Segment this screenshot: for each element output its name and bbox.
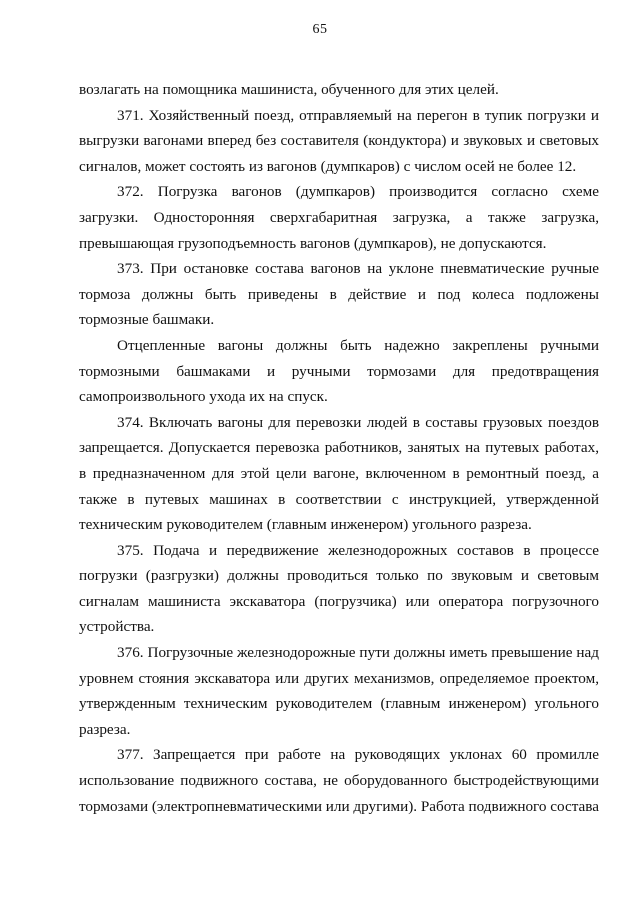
paragraph-375: 375. Подача и передвижение железнодорожных составов в процессе погрузки (разгрузки) должны проводиться только по звуковым и световым сигналам машиниста экскаватора (погрузчика) или оператора погрузочного устройства. xyxy=(79,541,599,636)
paragraph-372: 372. Погрузка вагонов (думпкаров) производится согласно схеме загрузки. Односторонняя сверхгабаритная загрузка, а также загрузка, превышающая грузоподъемность вагонов (думпкаров), не допускаются. xyxy=(79,183,599,252)
paragraph-374: 374. Включать вагоны для перевозки людей в составы грузовых поездов запрещается. Допускается перевозка работников, занятых на путевых работах, в предназначенном для этой цели вагоне, включенном в ремонтный поезд, а также в путевых машинах в соответствии с инструкцией, утвержденной техническим руководителем (главным инженером) угольного разреза. xyxy=(79,413,599,534)
page-number: 65 xyxy=(312,22,328,37)
paragraph-continuation: возлагать на помощника машиниста, обученного для этих целей. xyxy=(79,81,499,98)
paragraph-377: 377. Запрещается при работе на руководящих уклонах 60 промилле использование подвижного состава, не оборудованного быстродействующими тормозами (электропневматическими или другими). Работа подвижного состава xyxy=(79,746,600,815)
paragraph-373-detached-wagons: Отцепленные вагоны должны быть надежно закреплены ручными тормозными башмаками и ручными тормозами для предотвращения самопроизвольного ухода их на спуск. xyxy=(79,336,599,406)
paragraph-373: 373. При остановке состава вагонов на уклоне пневматические ручные тормоза должны быть приведены в действие и под колеса подложены тормозные башмаки. xyxy=(79,260,599,329)
paragraph-376: 376. Погрузочные железнодорожные пути должны иметь превышение над уровнем стояния экскаватора или других механизмов, определяемое проектом, утвержденным техническим руководителем (главным инженером) угольного разреза. xyxy=(79,644,599,738)
document-body xyxy=(79,77,599,819)
paragraph-371: 371. Хозяйственный поезд, отправляемый на перегон в тупик погрузки и выгрузки вагонами вперед без составителя (кондуктора) и звуковых и световых сигналов, может состоять из вагонов (думпкаров) с числом осей не более 12. xyxy=(79,106,599,175)
